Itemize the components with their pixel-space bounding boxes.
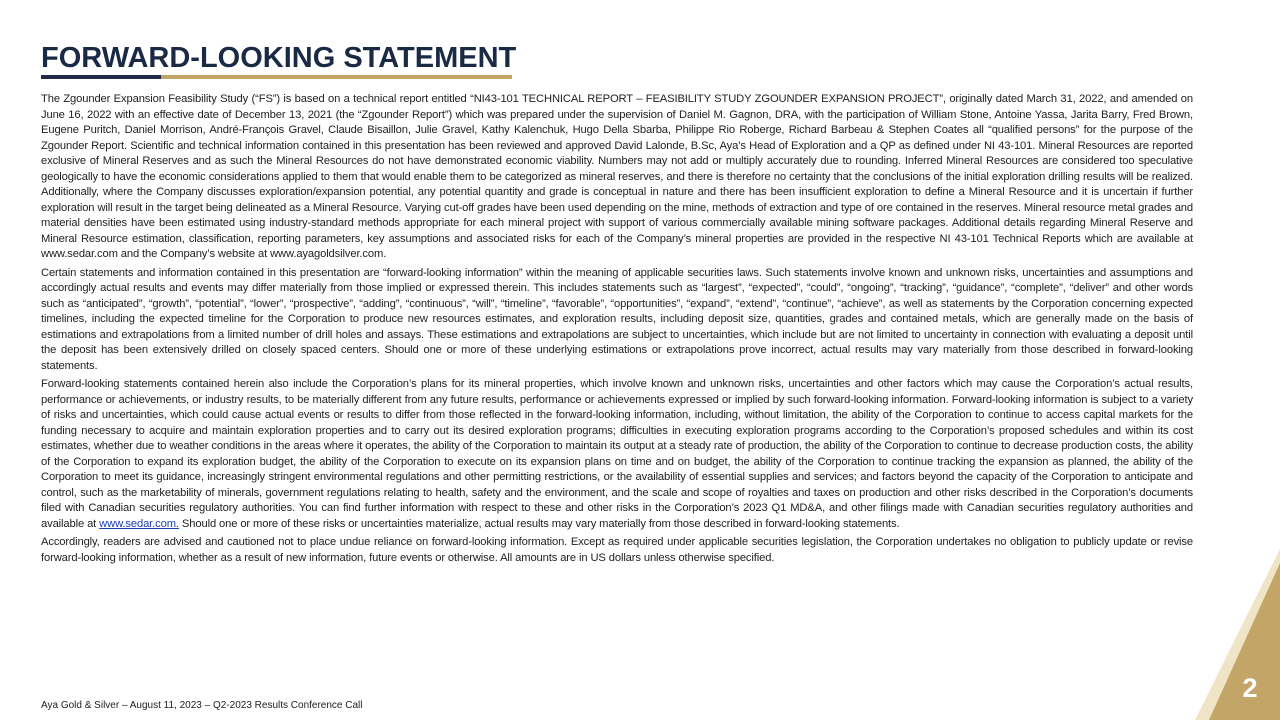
title-underline-gold [161, 75, 512, 79]
paragraph-caution: Accordingly, readers are advised and cautioned not to place undue reliance on forward-looking information. Except as required under applicable securities legislation, the Corporation undertakes no obligation to publicly update or revise forward-looking information, whether as a result of new information, future events or otherwise. All amounts are in US dollars unless otherwise specified. [41, 536, 1193, 564]
sedar-link[interactable]: www.sedar.com. [99, 517, 179, 530]
paragraph-technical-report: The Zgounder Expansion Feasibility Study (“FS”) is based on a technical report entitled “NI43-101 TECHNICAL REPORT – FEASIBILITY STUDY ZGOUNDER EXPANSION PROJECT”, originally dated March 31, 2022, and amended on June 16, 2022 with an effective date of December 13, 2021 (the “Zgounder Report”) which was prepared under the supervision of Daniel M. Gagnon, DRA, with the participation of William Stone, Antoine Yassa, Jarita Barry, Fred Brown, Eugene Puritch, Daniel Morrison, André-François Gravel, Claude Bisaillon, Julie Gravel, Kathy Kalenchuk, Hugo Della Sbarba, Philippe Rio Roberge, Richard Barbeau & Stephen Coates all “qualified persons” for the purpose of the Zgounder Report. Scientific and technical information contained in this presentation has been reviewed and approved David Lalonde, B.Sc, Aya’s Head of Exploration and a QP as defined under NI 43-101. Mineral Resources are reported exclusive of Mineral Reserves and as such the Mineral Resources do not have demonstrated economic viability. Numbers may not add or multiply accurately due to rounding. Inferred Mineral Resources are considered too speculative geologically to have the economic considerations applied to them that would enable them to be categorized as mineral reserves, and there is therefore no certainty that the conclusions of the initial exploration drilling results will be realized. Additionally, where the Company discusses exploration/expansion potential, any potential quantity and grade is conceptual in nature and there has been insufficient exploration to define a Mineral Resource and it is uncertain if further exploration will result in the target being delineated as a Mineral Resource. Varying cut-off grades have been used depending on the mine, methods of extraction and type of ore contained in the reserves. Mineral resource metal grades and material densities have been estimated using industry-standard methods appropriate for each mineral project with support of various commercially available mining software packages. Additional details regarding Mineral Reserve and Mineral Resource estimation, classification, reporting parameters, key assumptions and associated risks for each of the Company’s mineral properties are provided in the respective NI 43-101 Technical Reports which are available at www.sedar.com and the Company’s website at www.ayagoldsilver.com. [41, 93, 1193, 260]
risk-factors-text-after-link: Should one or more of these risks or uncertainties materialize, actual results may vary materially from those described in forward-looking statements. [178, 517, 900, 530]
title-underline-navy [41, 75, 161, 79]
page-number: 2 [1242, 673, 1258, 703]
footer-text: Aya Gold & Silver – August 11, 2023 – Q2-2023 Results Conference Call [41, 700, 363, 711]
risk-factors-text-before-link: Forward-looking statements contained herein also include the Corporation’s plans for its mineral properties, which involve known and unknown risks, uncertainties and other factors which may cause the Corporation’s actual results, performance or achievements, or industry results, to be materially different from any future results, performance or achievements expressed or implied by such forward-looking information. Forward-looking information is subject to a variety of risks and uncertainties, which could cause actual events or results to differ from those reflected in the forward-looking information, including, without limitation, the ability of the Corporation to continue to access capital markets for the funding necessary to acquire and maintain exploration properties and to carry out its desired exploration programs; difficulties in executing exploration programs according to the Corporation’s proposed schedules and within its cost estimates, whether due to weather conditions in the areas where it operates, the ability of the Corporation to maintain its output at a steady rate of production, the ability of the Corporation to continue to decrease production costs, the ability of the Corporation to expand its exploration budget, the ability of the Corporation to execute on its expansion plans on time and on budget, the ability of the Corporation to continue tracking the expansion as planned, the ability of the Corporation to meet its guidance, increasingly stringent environmental regulations and other permitting restrictions, or the availability of essential supplies and services; and factors beyond the capacity of the Corporation to anticipate and control, such as the marketability of minerals, government regulations relating to health, safety and the environment, and the scale and scope of royalties and taxes on production and other risks described in the Corporation’s documents filed with Canadian securities regulatory authorities. You can find further information with respect to these and other risks in the Corporation’s 2023 Q1 MD&A, and other filings made with Canadian securities regulatory authorities and available at [41, 378, 1193, 530]
page-title: FORWARD-LOOKING STATEMENT [41, 42, 517, 74]
paragraph-risk-factors [41, 377, 1193, 532]
disclaimer-body [41, 92, 1193, 569]
paragraph-forward-looking-information: Certain statements and information contained in this presentation are “forward-looking information” within the meaning of applicable securities laws. Such statements involve known and unknown risks, uncertainties and assumptions and accordingly actual results and events may differ materially from those implied or expressed therein. This includes statements such as “largest”, “expected”, “could”, “ongoing”, “tracking”, “guidance”, “complete”, “deliver” and other words such as “anticipated”, “growth”, “potential”, “lower”, “prospective”, “adding”, “continuous”, “will”, “timeline”, “favorable”, “opportunities”, “expand”, “extend”, “continue”, “achieve”, as well as statements by the Corporation concerning expected timelines, including the expected timeline for the Corporation to produce new resources estimates, and exploration results, including deposit size, quantities, grades and contained metals, which are generally made on the basis of estimations and extrapolations from a limited number of drill holes and assays. These estimations and extrapolations are subject to uncertainties, which include but are not limited to uncertainty in connection with evaluating a deposit until the deposit has been extensively drilled on closely spaced centers. Should one or more of these underlying estimations or extrapolations prove incorrect, actual results may vary materially from those described in forward-looking statements. [41, 266, 1193, 372]
